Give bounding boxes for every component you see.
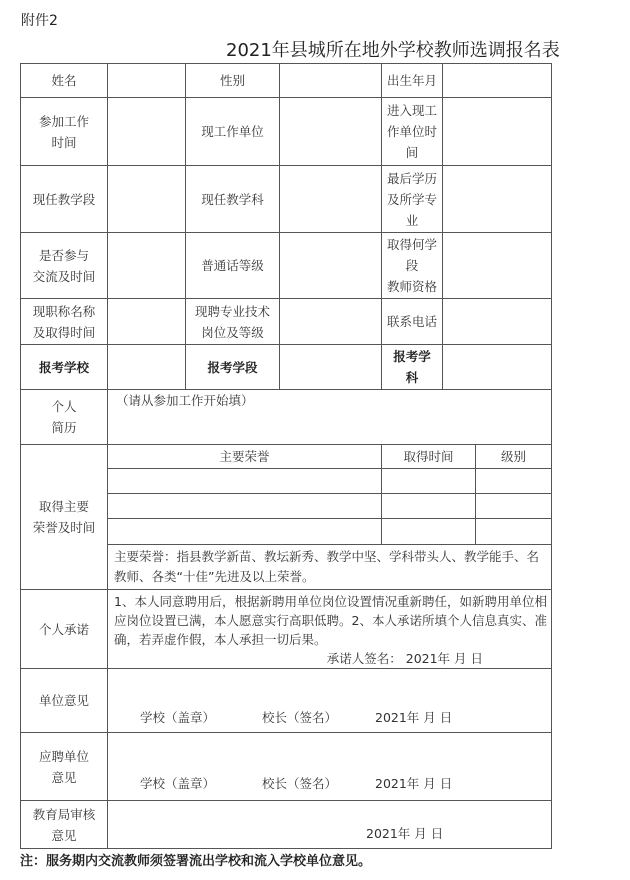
education-field[interactable] [443,166,552,233]
apply-subject-field[interactable] [443,345,552,390]
certificate-label: 取得何学 段 教师资格 [382,233,443,299]
registration-form [20,63,552,849]
row-title [21,299,552,345]
resume-label: 个人 简历 [21,390,108,445]
work-start-field[interactable] [108,98,186,166]
honors-col-main: 主要荣誉 [108,445,382,469]
teaching-stage-field[interactable] [108,166,186,233]
job-title-label: 现职称名称 及取得时间 [21,299,108,345]
school-seal-label: 学校（盖章） [140,710,216,725]
row-work [21,98,552,166]
honors-level-cell[interactable] [476,469,552,494]
honors-main-cell[interactable] [108,519,382,545]
row-teaching [21,166,552,233]
teaching-stage-label: 现任教学段 [21,166,108,233]
principal-sign-label: 校长（签名） [262,710,338,725]
education-label: 最后学历 及所学专 业 [382,166,443,233]
resume-hint: （请从参加工作开始填） [116,393,254,408]
honors-time-cell[interactable] [382,519,476,545]
date-label: 2021年 月 日 [366,826,444,841]
apply-stage-field[interactable] [280,345,382,390]
date-label: 2021年 月 日 [375,710,453,725]
work-start-label: 参加工作 时间 [21,98,108,166]
honors-header-row [21,445,552,469]
apply-school-field[interactable] [108,345,186,390]
resume-field[interactable] [108,390,552,445]
principal-sign-label: 校长（签名） [262,776,338,791]
unit-opinion-label: 单位意见 [21,669,108,733]
bureau-opinion-field[interactable] [108,801,552,849]
commitment-text: 1、本人同意聘用后，根据新聘用单位岗位设置情况重新聘任，如新聘用单位相应岗位设置已满，本人愿意实行高职低聘。2、本人承诺所填个人信息真实、准确，若弄虚作假，本人承担一切后果。 [114,594,547,647]
join-unit-field[interactable] [443,98,552,166]
row-resume [21,390,552,445]
honors-main-cell[interactable] [108,494,382,519]
apply-stage-label: 报考学段 [186,345,280,390]
row-exchange [21,233,552,299]
mandarin-field[interactable] [280,233,382,299]
birth-label: 出生年月 [382,64,443,98]
phone-field[interactable] [443,299,552,345]
honors-col-time: 取得时间 [382,445,476,469]
honors-col-level: 级别 [476,445,552,469]
honors-time-cell[interactable] [382,469,476,494]
current-unit-label: 现工作单位 [186,98,280,166]
apply-subject-label: 报考学 科 [382,345,443,390]
unit-opinion-field[interactable] [108,669,552,733]
honors-time-cell[interactable] [382,494,476,519]
commitment-cell [108,590,552,669]
row-application [21,345,552,390]
hiring-opinion-label: 应聘单位 意见 [21,733,108,801]
post-level-label: 现聘专业技术 岗位及等级 [186,299,280,345]
commitment-signature: 承诺人签名： 2021年 月 日 [326,651,483,666]
row-unit-opinion [21,669,552,733]
current-unit-field[interactable] [280,98,382,166]
phone-label: 联系电话 [382,299,443,345]
exchange-label: 是否参与 交流及时间 [21,233,108,299]
school-seal-label: 学校（盖章） [140,776,216,791]
date-label: 2021年 月 日 [375,776,453,791]
row-hiring-opinion [21,733,552,801]
row-commitment [21,590,552,669]
honors-note: 主要荣誉：指县教学新苗、教坛新秀、教学中坚、学科带头人、教学能手、名教师、各类“十佳”先进及以上荣誉。 [108,545,552,590]
form-title: 2021年县城所在地外学校教师选调报名表 [226,40,560,61]
certificate-field[interactable] [443,233,552,299]
name-label: 姓名 [21,64,108,98]
name-field[interactable] [108,64,186,98]
mandarin-label: 普通话等级 [186,233,280,299]
apply-school-label: 报考学校 [21,345,108,390]
teaching-subject-field[interactable] [280,166,382,233]
post-level-field[interactable] [280,299,382,345]
honors-label: 取得主要 荣誉及时间 [21,445,108,590]
join-unit-label: 进入现工 作单位时 间 [382,98,443,166]
attachment-label: 附件2 [21,13,58,29]
job-title-field[interactable] [108,299,186,345]
footer-note: 注：服务期内交流教师须签署流出学校和流入学校单位意见。 [20,854,372,869]
gender-field[interactable] [280,64,382,98]
birth-field[interactable] [443,64,552,98]
teaching-subject-label: 现任教学科 [186,166,280,233]
honors-level-cell[interactable] [476,519,552,545]
honors-main-cell[interactable] [108,469,382,494]
bureau-opinion-label: 教育局审核 意见 [21,801,108,849]
commitment-label: 个人承诺 [21,590,108,669]
row-basic-info [21,64,552,98]
row-bureau-opinion [21,801,552,849]
gender-label: 性别 [186,64,280,98]
exchange-field[interactable] [108,233,186,299]
honors-level-cell[interactable] [476,494,552,519]
hiring-opinion-field[interactable] [108,733,552,801]
